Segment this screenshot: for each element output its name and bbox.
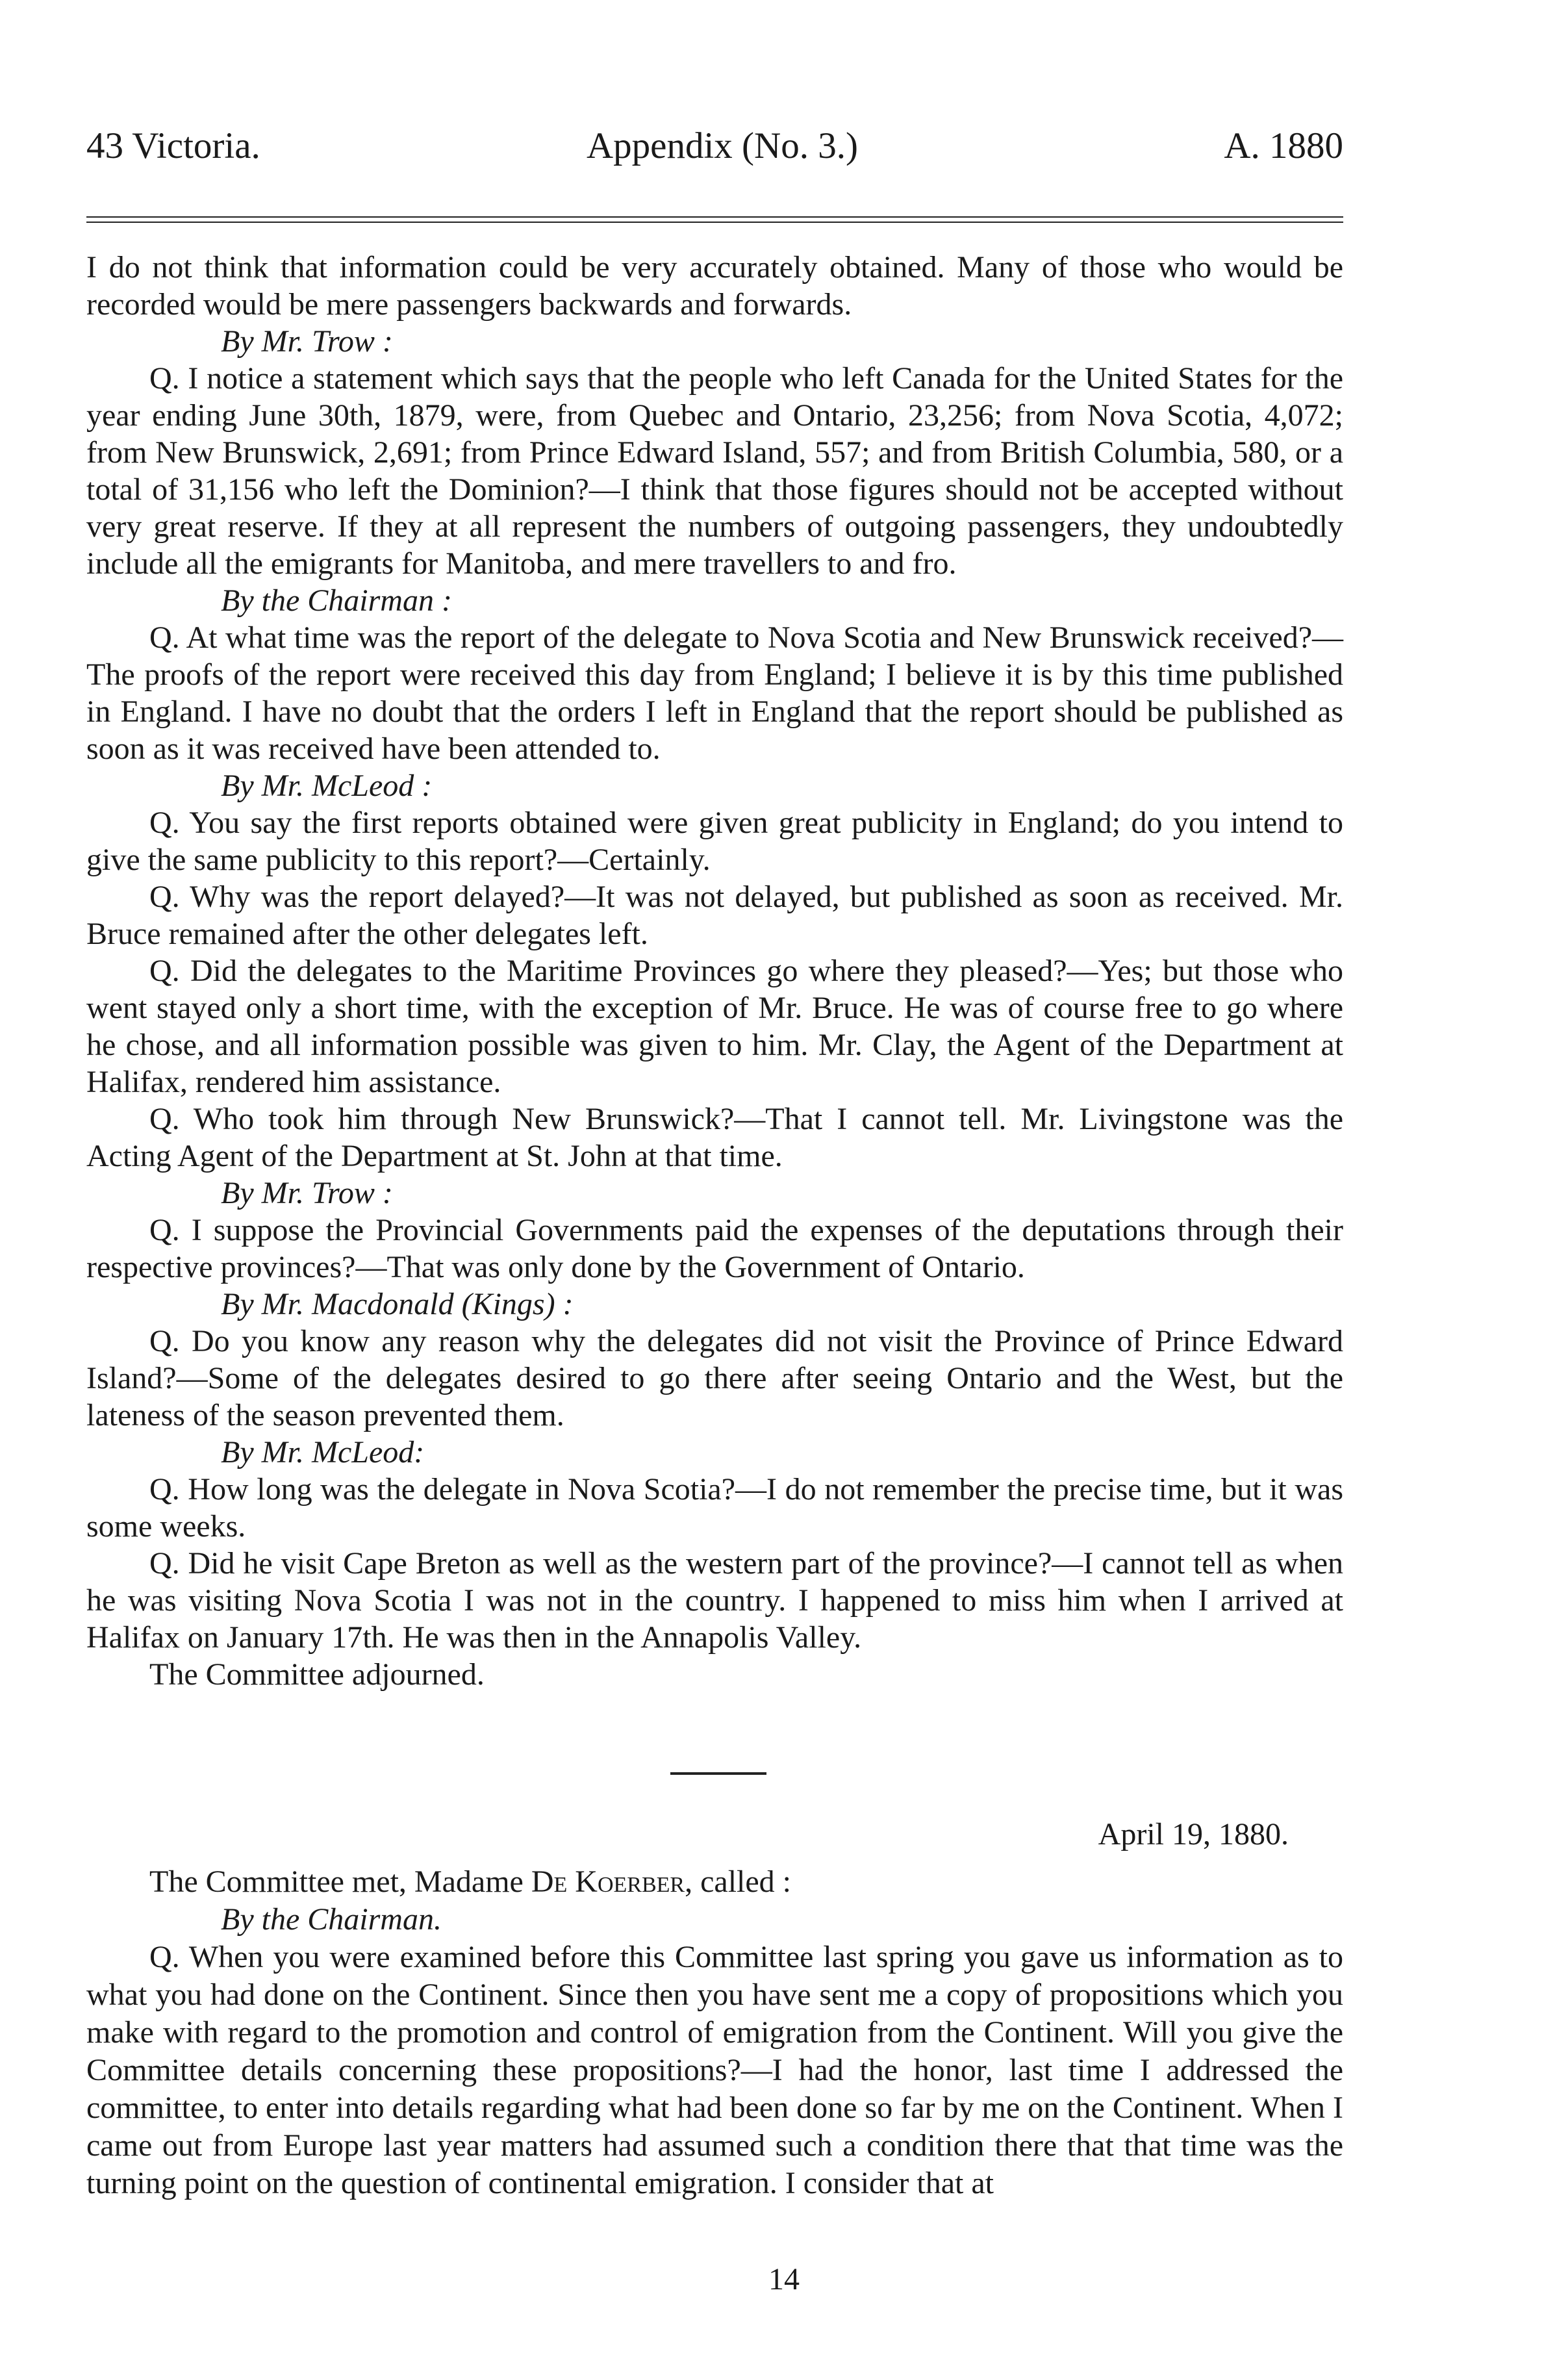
paragraph: Q. Did he visit Cape Breton as well as the western part of the province?—I cannot tell as when he was visiting Nova Scotia I was not in the country. I happened to miss him when I arrived at Halifax on January 17th. He was then in the Annapolis Valley. bbox=[86, 1546, 1343, 1655]
intro-text: The Committee met, Madame bbox=[149, 1864, 531, 1899]
header-rule bbox=[86, 216, 1343, 223]
speaker-heading: By the Chairman. bbox=[221, 1902, 442, 1937]
header-year: A. 1880 bbox=[1224, 125, 1343, 166]
paragraph: Q. Why was the report delayed?—It was not delayed, but published as soon as received. Mr. Bruce remained after the other delegates left. bbox=[86, 880, 1343, 951]
paragraph: Q. Do you know any reason why the delegates did not visit the Province of Prince Edward Island?—Some of the delegates desired to go there after seeing Ontario and the West, but the lateness of the season prevented them. bbox=[86, 1324, 1343, 1432]
speaker-heading: By Mr. Trow : bbox=[221, 324, 393, 359]
adjournment-note: The Committee adjourned. bbox=[149, 1657, 485, 1692]
paragraph: Q. I notice a statement which says that the people who left Canada for the United States for the year ending June 30th, 1879, were, from Quebec and Ontario, 23,256; from Nova Scotia, 4,072; from New Brunswick, 2,691; from Prince Edward Island, 557; and from British Columbia, 580, or a total of 31,156 who left the Dominion?—I think that those figures should not be accepted without very great reserve. If they at all represent the numbers of outgoing passengers, they undoubtedly include all the emigrants for Manitoba, and mere travellers to and fro. bbox=[86, 361, 1343, 581]
section-divider bbox=[670, 1772, 766, 1775]
paragraph: Q. At what time was the report of the delegate to Nova Scotia and New Brunswick received?—The proofs of the report were received this day from England; I believe it is by this time published in England. I have no doubt that the orders I left in England that the report should be published as soon as it was received have been attended to. bbox=[86, 620, 1343, 766]
session-date: April 19, 1880. bbox=[1098, 1817, 1289, 1851]
header-session: 43 Victoria. bbox=[86, 125, 260, 166]
speaker-heading: By Mr. Macdonald (Kings) : bbox=[221, 1287, 574, 1321]
paragraph: I do not think that information could be very accurately obtained. Many of those who would be recorded would be mere passengers backwards and forwards. bbox=[86, 250, 1343, 322]
header-appendix: Appendix (No. 3.) bbox=[587, 125, 858, 166]
paragraph: Q. You say the first reports obtained were given great publicity in England; do you intend to give the same publicity to this report?—Certainly. bbox=[86, 806, 1343, 877]
paragraph: Q. Did the delegates to the Maritime Provinces go where they pleased?—Yes; but those who went stayed only a short time, with the exception of Mr. Bruce. He was of course free to go where he chose, and all information possible was given to him. Mr. Clay, the Agent of the Department at Halifax, rendered him assistance. bbox=[86, 954, 1343, 1099]
witness-intro bbox=[86, 1863, 1343, 1901]
paragraph: Q. I suppose the Provincial Governments paid the expenses of the deputations through their respective provinces?—That was only done by the Government of Ontario. bbox=[86, 1213, 1343, 1284]
page-number: 14 bbox=[768, 2262, 800, 2296]
speaker-heading: By the Chairman : bbox=[221, 583, 452, 618]
running-head bbox=[86, 117, 1343, 175]
speaker-heading: By Mr. Trow : bbox=[221, 1176, 393, 1210]
speaker-heading: By Mr. McLeod: bbox=[221, 1435, 425, 1469]
paragraph: Q. Who took him through New Brunswick?—That I cannot tell. Mr. Livingstone was the Acting Agent of the Department at St. John at that time. bbox=[86, 1102, 1343, 1173]
witness-name: De Koerber bbox=[531, 1864, 685, 1899]
speaker-heading: By Mr. McLeod : bbox=[221, 769, 433, 803]
intro-text-end: , called : bbox=[685, 1864, 791, 1899]
paragraph: Q. How long was the delegate in Nova Scotia?—I do not remember the precise time, but it was some weeks. bbox=[86, 1472, 1343, 1544]
testimony-section-2 bbox=[86, 1863, 1343, 2202]
testimony-section-1 bbox=[86, 249, 1343, 1693]
paragraph: Q. When you were examined before this Committee last spring you gave us information as to what you had done on the Continent. Since then you have sent me a copy of propositions which you make with regard to the promotion and control of emigration from the Continent. Will you give the Committee details concerning these propositions?—I had the honor, last time I addressed the committee, to enter into details regarding what had been done so far by me on the Continent. When I came out from Europe last year matters had assumed such a condition there that that time was the turning point on the question of continental emigration. I consider that at bbox=[86, 1940, 1343, 2200]
